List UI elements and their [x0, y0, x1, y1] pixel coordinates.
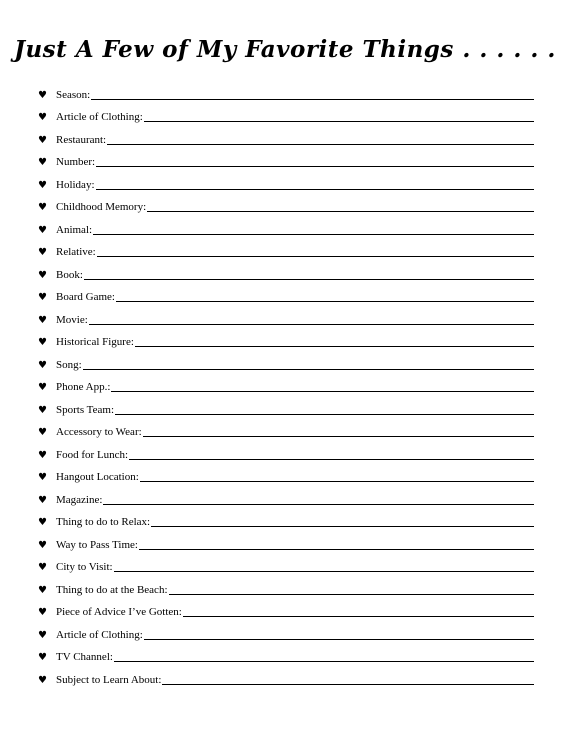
heart-bullet-icon: ♥ — [38, 449, 47, 461]
heart-bullet-icon: ♥ — [38, 404, 47, 416]
heart-bullet-icon: ♥ — [38, 112, 47, 123]
item-label: Restaurant: — [56, 133, 107, 146]
item-label: Number: — [56, 156, 96, 168]
item-label: Food for Lunch: — [56, 448, 129, 461]
item-label: Sports Team: — [56, 403, 114, 416]
list-item — [38, 484, 534, 507]
answer-blank-line[interactable] — [96, 188, 535, 190]
heart-bullet-icon: ♥ — [38, 562, 47, 573]
heart-bullet-icon: ♥ — [38, 134, 47, 146]
item-label: Phone App.: — [56, 381, 111, 393]
answer-blank-line[interactable] — [114, 570, 534, 572]
list-item — [38, 619, 534, 642]
heart-bullet-icon: ♥ — [38, 539, 47, 551]
heart-bullet-icon: ♥ — [38, 517, 47, 528]
list-item — [38, 79, 534, 102]
answer-blank-line[interactable] — [151, 525, 534, 527]
list-item — [38, 327, 534, 350]
answer-blank-line[interactable] — [135, 345, 534, 347]
item-label: Relative: — [56, 246, 96, 258]
answer-blank-line[interactable] — [144, 120, 534, 122]
heart-bullet-icon: ♥ — [38, 202, 47, 213]
heart-bullet-icon: ♥ — [38, 224, 47, 236]
item-label: Season: — [56, 88, 91, 101]
heart-bullet-icon: ♥ — [38, 269, 47, 281]
list-item — [38, 169, 534, 192]
heart-bullet-icon: ♥ — [38, 494, 47, 506]
answer-blank-line[interactable] — [129, 458, 534, 460]
item-label: Holiday: — [56, 178, 95, 191]
heart-bullet-icon: ♥ — [38, 652, 47, 663]
heart-bullet-icon: ♥ — [38, 472, 47, 483]
heart-bullet-icon: ♥ — [38, 584, 47, 596]
answer-blank-line[interactable] — [183, 615, 534, 617]
heart-bullet-icon: ♥ — [38, 607, 47, 618]
heart-bullet-icon: ♥ — [38, 359, 47, 371]
item-label: Thing to do to Relax: — [56, 516, 151, 528]
heart-bullet-icon: ♥ — [38, 157, 47, 168]
answer-blank-line[interactable] — [147, 210, 534, 212]
item-label: Movie: — [56, 313, 88, 326]
list-item — [38, 372, 534, 395]
heart-bullet-icon: ♥ — [38, 337, 47, 348]
item-label: Book: — [56, 268, 83, 281]
answer-blank-line[interactable] — [140, 480, 534, 482]
answer-blank-line[interactable] — [89, 323, 534, 325]
answer-blank-line[interactable] — [107, 143, 534, 145]
item-label: Accessory to Wear: — [56, 426, 142, 438]
favorites-list — [38, 79, 534, 687]
list-item — [38, 147, 534, 170]
item-label: TV Channel: — [56, 651, 113, 663]
item-label: Article of Clothing: — [56, 111, 143, 123]
answer-blank-line[interactable] — [97, 255, 534, 257]
heart-bullet-icon: ♥ — [38, 427, 47, 438]
item-label: Way to Pass Time: — [56, 538, 138, 551]
item-label: Board Game: — [56, 291, 115, 303]
item-label: Animal: — [56, 223, 93, 236]
list-item — [38, 214, 534, 237]
item-label: Historical Figure: — [56, 336, 134, 348]
list-item — [38, 349, 534, 372]
item-label: Childhood Memory: — [56, 201, 147, 213]
heart-bullet-icon: ♥ — [38, 292, 47, 303]
item-label: Article of Clothing: — [56, 628, 143, 641]
list-item — [38, 664, 534, 687]
list-item — [38, 597, 534, 620]
answer-blank-line[interactable] — [143, 435, 534, 437]
answer-blank-line[interactable] — [84, 278, 534, 280]
answer-blank-line[interactable] — [96, 165, 534, 167]
item-label: Subject to Learn About: — [56, 673, 162, 686]
answer-blank-line[interactable] — [115, 413, 534, 415]
heart-bullet-icon: ♥ — [38, 674, 47, 686]
list-item — [38, 439, 534, 462]
heart-bullet-icon: ♥ — [38, 89, 47, 101]
heart-bullet-icon: ♥ — [38, 314, 47, 326]
answer-blank-line[interactable] — [114, 660, 534, 662]
item-label: Magazine: — [56, 493, 103, 506]
answer-blank-line[interactable] — [93, 233, 534, 235]
list-item — [38, 394, 534, 417]
list-item — [38, 507, 534, 530]
item-label: Thing to do at the Beach: — [56, 583, 168, 596]
answer-blank-line[interactable] — [169, 593, 535, 595]
heart-bullet-icon: ♥ — [38, 179, 47, 191]
answer-blank-line[interactable] — [116, 300, 534, 302]
list-item — [38, 237, 534, 260]
list-item — [38, 574, 534, 597]
list-item — [38, 304, 534, 327]
heart-bullet-icon: ♥ — [38, 247, 47, 258]
list-item — [38, 642, 534, 665]
answer-blank-line[interactable] — [139, 548, 534, 550]
list-item — [38, 552, 534, 575]
list-item — [38, 259, 534, 282]
answer-blank-line[interactable] — [144, 638, 534, 640]
item-label: City to Visit: — [56, 561, 113, 573]
list-item — [38, 282, 534, 305]
answer-blank-line[interactable] — [91, 98, 534, 100]
item-label: Piece of Advice I’ve Gotten: — [56, 606, 182, 618]
heart-bullet-icon: ♥ — [38, 629, 47, 641]
heart-bullet-icon: ♥ — [38, 382, 47, 393]
answer-blank-line[interactable] — [103, 503, 534, 505]
list-item — [38, 102, 534, 125]
list-item — [38, 417, 534, 440]
answer-blank-line[interactable] — [162, 683, 534, 685]
list-item — [38, 529, 534, 552]
answer-blank-line[interactable] — [111, 390, 534, 392]
answer-blank-line[interactable] — [83, 368, 534, 370]
list-item — [38, 124, 534, 147]
page-title: Just A Few of My Favorite Things . . . . . . — [14, 36, 556, 63]
list-item — [38, 462, 534, 485]
list-item — [38, 192, 534, 215]
item-label: Song: — [56, 358, 82, 371]
item-label: Hangout Location: — [56, 471, 139, 483]
